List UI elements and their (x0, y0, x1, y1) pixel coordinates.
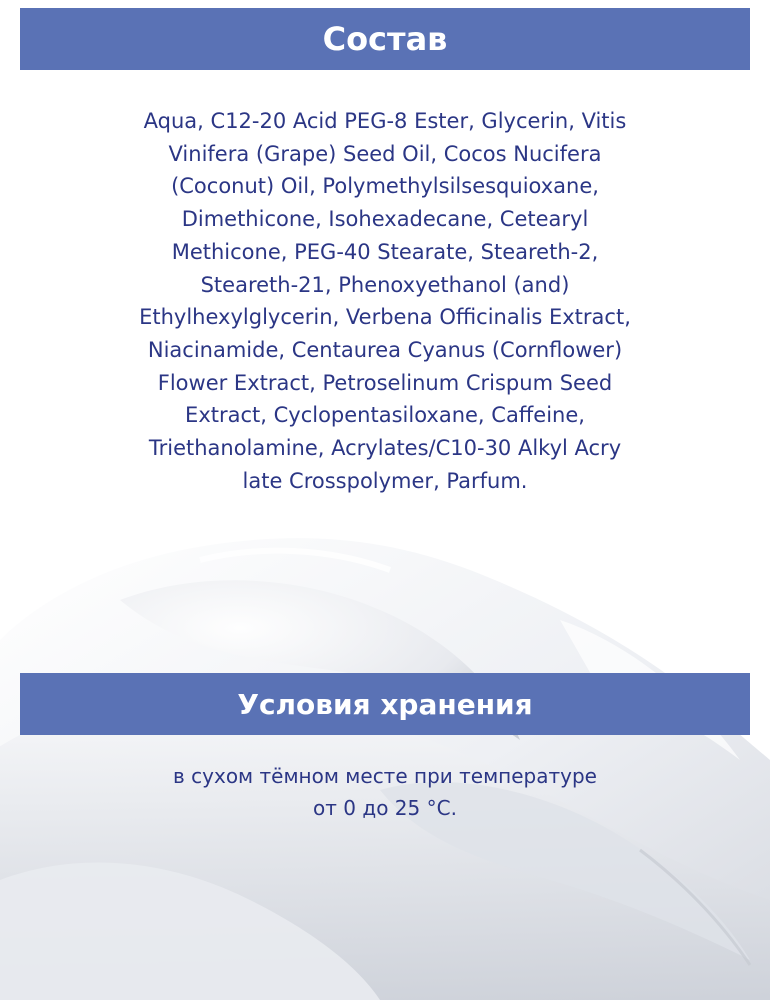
ingredients-line: Steareth-21, Phenoxyethanol (and) (200, 272, 570, 297)
storage-line: от 0 до 25 °C. (313, 796, 457, 820)
storage-conditions (60, 760, 710, 824)
composition-title: Состав (322, 20, 448, 58)
ingredients-line: Ethylhexylglycerin, Verbena Officinalis Extract, (139, 305, 631, 330)
storage-header (20, 673, 750, 735)
ingredients-line: Dimethicone, Isohexadecane, Cetearyl (181, 207, 589, 232)
ingredients-line: Methicone, PEG-40 Stearate, Steareth-2, (171, 239, 599, 264)
ingredients-line: Extract, Cyclopentasiloxane, Caffeine, (185, 403, 585, 428)
ingredients-line: (Coconut) Oil, Polymethylsilsesquioxane, (171, 174, 599, 199)
ingredients-list (60, 105, 710, 497)
ingredients-line: Aqua, C12-20 Acid PEG-8 Ester, Glycerin, Vitis (143, 109, 627, 133)
ingredients-line: late Crosspolymer, Parfum. (242, 468, 528, 493)
ingredients-line: Flower Extract, Petroselinum Crispum Seed (157, 370, 613, 395)
storage-title: Условия хранения (237, 687, 533, 721)
ingredients-line: Triethanolamine, Acrylates/C10-30 Alkyl Acry (148, 436, 622, 461)
composition-header (20, 8, 750, 70)
ingredients-line: Vinifera (Grape) Seed Oil, Cocos Nucifera (168, 141, 602, 166)
storage-line: в сухом тёмном месте при температуре (173, 764, 597, 788)
ingredients-line: Niacinamide, Centaurea Cyanus (Cornflower) (147, 337, 623, 362)
